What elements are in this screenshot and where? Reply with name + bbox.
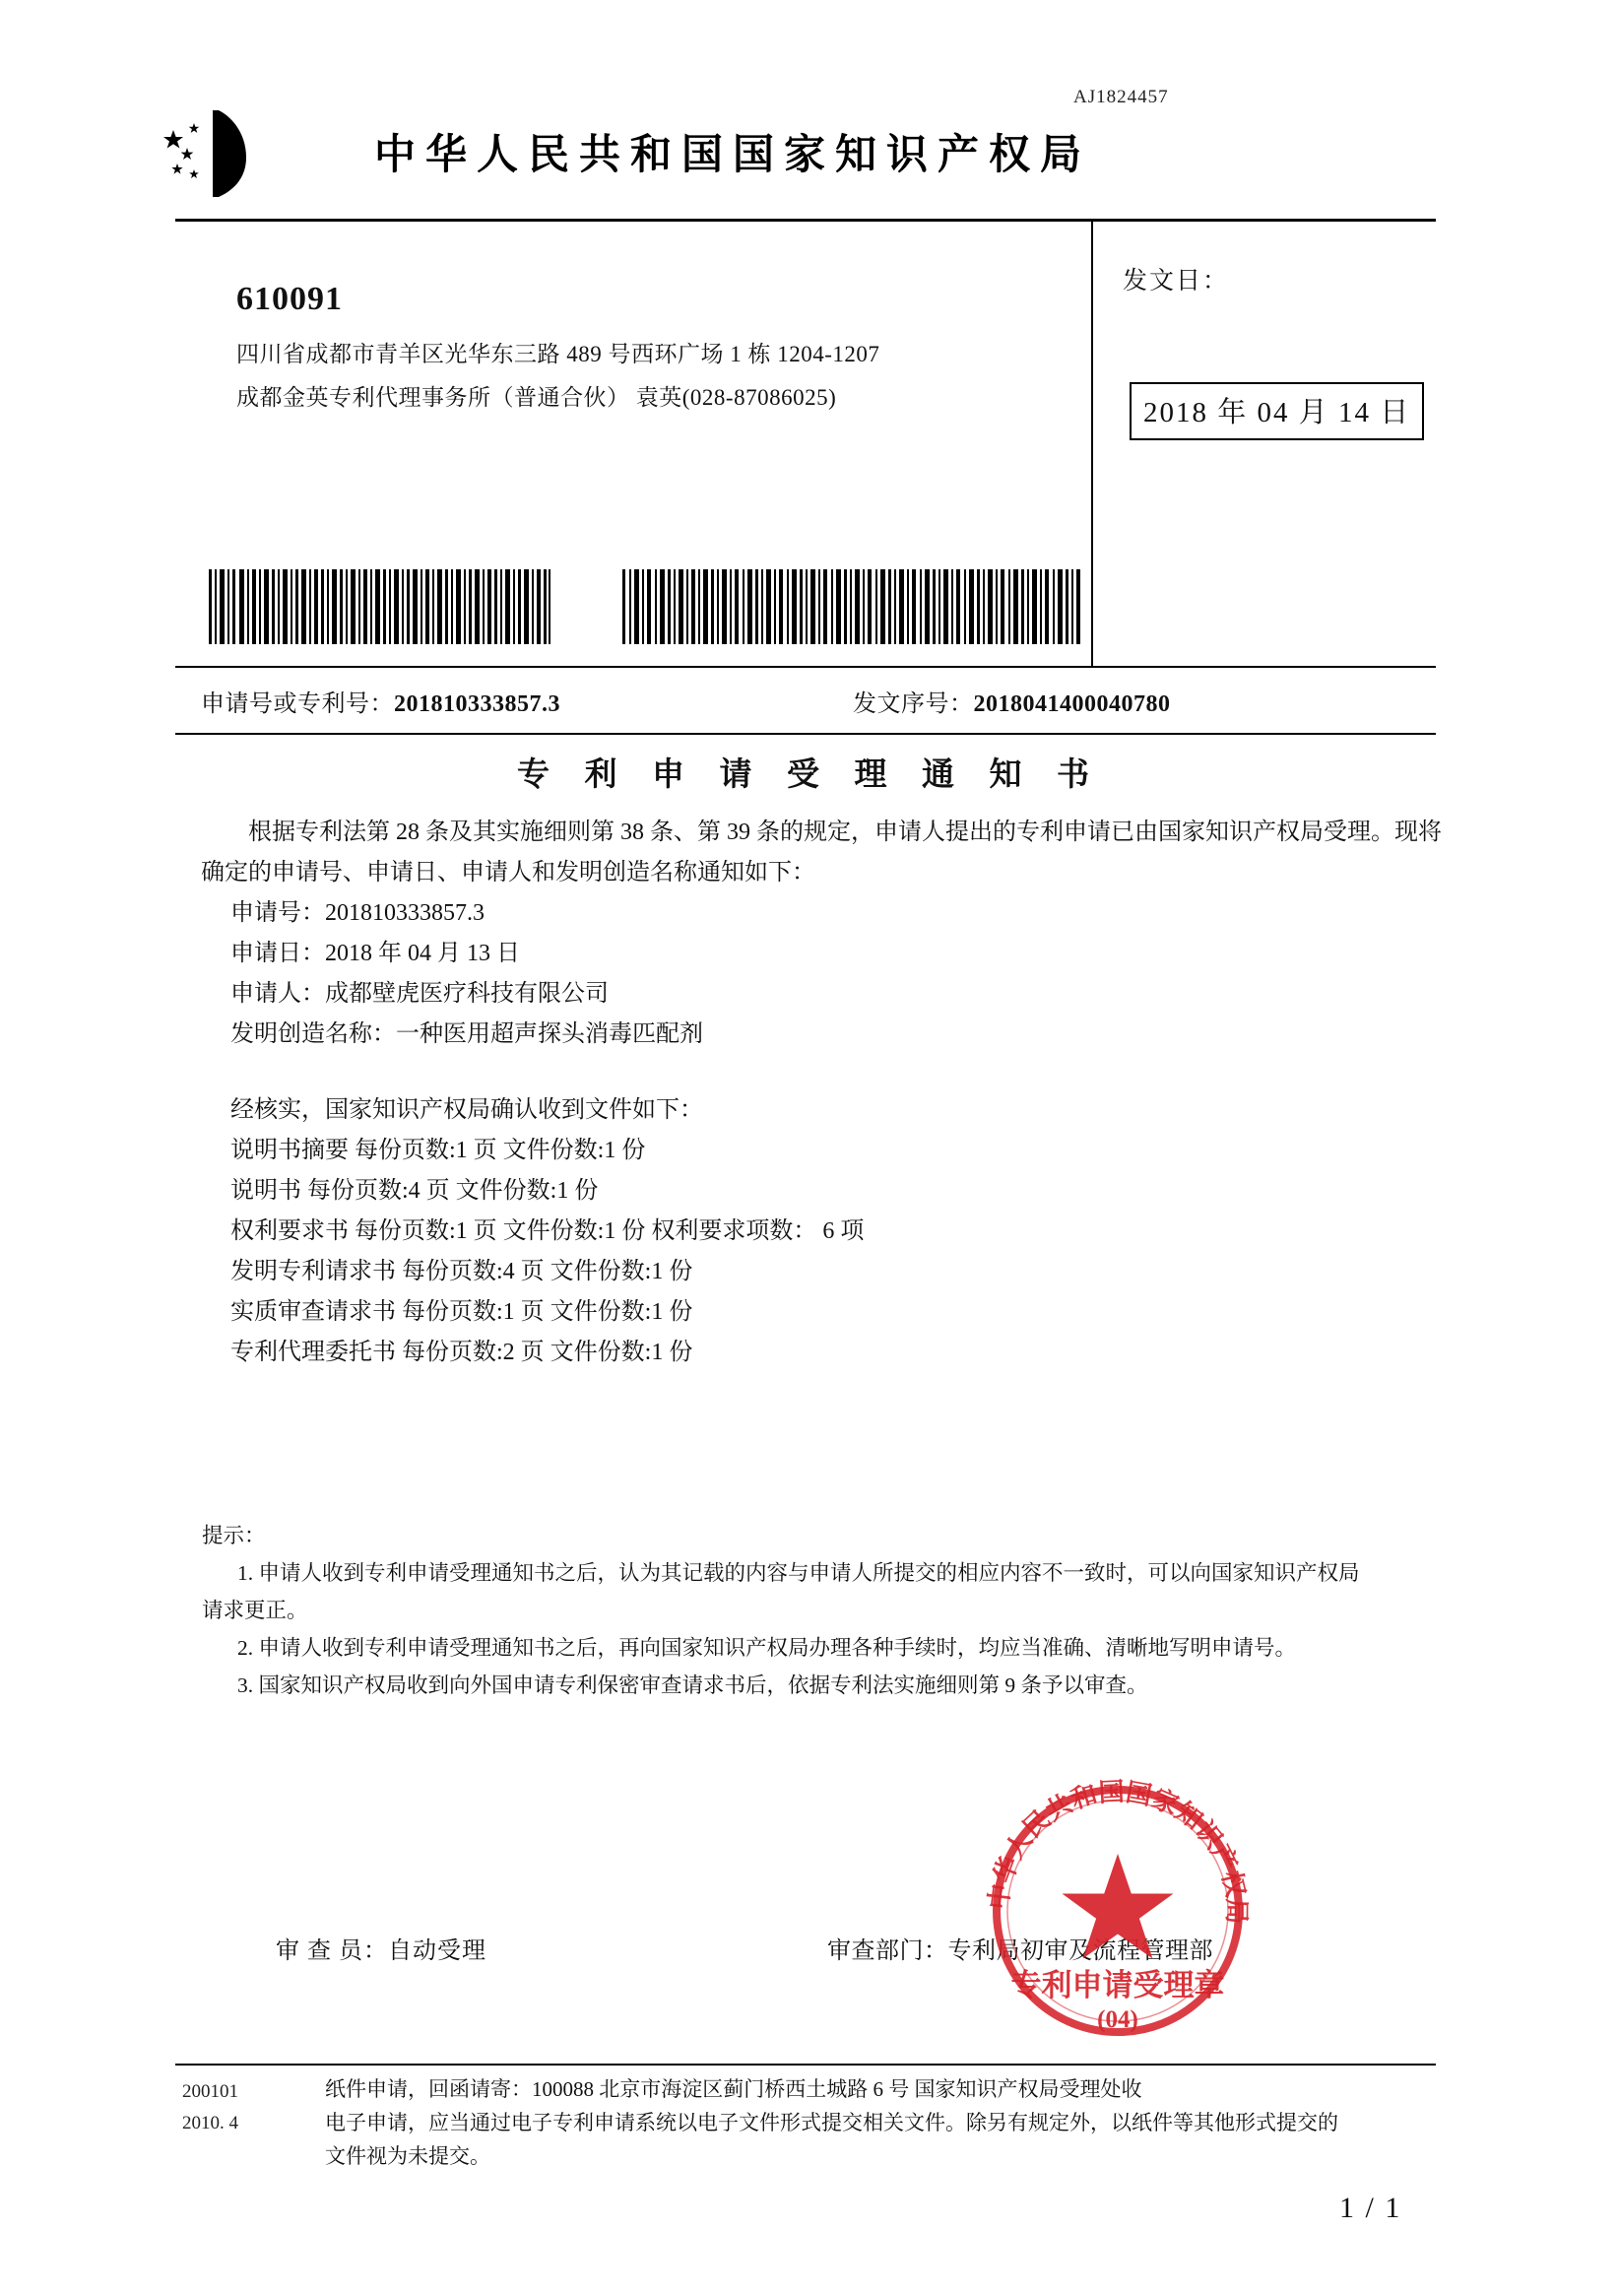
- document-item-request: 发明专利请求书 每份页数:4 页 文件份数:1 份: [230, 1259, 693, 1284]
- document-item-power-of-attorney: 专利代理委托书 每份页数:2 页 文件份数:1 份: [230, 1340, 693, 1365]
- page-title: 专 利 申 请 受 理 通 知 书: [517, 754, 1101, 793]
- document-item-abstract: 说明书摘要 每份页数:1 页 文件份数:1 份: [230, 1138, 646, 1163]
- notes-section: [192, 1517, 1443, 1704]
- examiner-label: 审 查 员：: [276, 1938, 388, 1964]
- divider-middle: [175, 666, 1436, 668]
- footer-line-3: 文件视为未提交。: [325, 2144, 490, 2168]
- department-label: 审查部门：: [827, 1938, 948, 1964]
- application-number-row: [201, 684, 560, 718]
- document-header: [148, 106, 1467, 205]
- document-code: AJ1824457: [1073, 87, 1169, 107]
- divider-top: [175, 219, 1436, 222]
- address-line-1: 四川省成都市青羊区光华东三路 489 号西环广场 1 栋 1204-1207: [236, 342, 880, 366]
- svg-text:(04): (04): [1097, 2006, 1138, 2033]
- field-application-date: 申请日：2018 年 04 月 13 日: [230, 941, 520, 966]
- cnipa-emblem-icon: [162, 108, 280, 199]
- issue-date-label: 发文日：: [1123, 268, 1230, 295]
- field-invention-title: 发明创造名称：一种医用超声探头消毒匹配剂: [230, 1021, 703, 1047]
- document-serial-value: 2018041400040780: [973, 691, 1171, 717]
- document-serial-row: [853, 684, 1171, 718]
- note-item-3: 3. 国家知识产权局收到向外国申请专利保密审查请求书后，依据专利法实施细则第 9 条予以审查。: [237, 1673, 1148, 1697]
- footer-code-1: 200101: [182, 2081, 238, 2102]
- barcode-application-number: [207, 569, 551, 644]
- footer-text: [325, 2072, 1448, 2173]
- svg-text:专利申请受理章: 专利申请受理章: [1010, 1968, 1225, 2003]
- barcode-document-serial: [620, 569, 1083, 644]
- document-body: [201, 813, 1442, 1373]
- footer-line-1: 纸件申请，回函请寄：100088 北京市海淀区蓟门桥西土城路 6 号 国家知识产权局受理处收: [325, 2077, 1142, 2101]
- divider-below-numbers: [175, 733, 1436, 735]
- intro-paragraph: 根据专利法第 28 条及其实施细则第 38 条、第 39 条的规定，申请人提出的专利申请已由国家知识产权局受理。现将确定的申请号、申请日、申请人和发明创造名称通知如下：: [201, 820, 1442, 886]
- examiner-value: 自动受理: [388, 1938, 486, 1964]
- document-item-examination-request: 实质审查请求书 每份页数:1 页 文件份数:1 份: [230, 1299, 693, 1325]
- department-value: 专利局初审及流程管理部: [947, 1938, 1213, 1964]
- application-number-value: 201810333857.3: [394, 691, 560, 717]
- document-serial-label: 发文序号：: [853, 691, 974, 717]
- address-line-2: 成都金英专利代理事务所（普通合伙） 袁英(028-87086025): [236, 385, 837, 410]
- footer-line-2: 电子申请，应当通过电子专利申请系统以电子文件形式提交相关文件。除另有规定外，以纸件等其他形式提交的: [325, 2111, 1338, 2134]
- field-applicant: 申请人：成都壁虎医疗科技有限公司: [230, 981, 609, 1007]
- note-item-1: 1. 申请人收到专利申请受理通知书之后，认为其记载的内容与申请人所提交的相应内容不一致时，可以向国家知识产权局: [237, 1561, 1360, 1585]
- divider-bottom: [175, 2064, 1436, 2066]
- issue-date-value: 2018 年 04 月 14 日: [1130, 382, 1424, 440]
- svg-text:中华人民共和国国家知识产权局: 中华人民共和国国家知识产权局: [984, 1777, 1252, 1925]
- note-item-1-continuation: 请求更正。: [202, 1599, 308, 1622]
- official-red-seal: [970, 1763, 1265, 2059]
- application-number-label: 申请号或专利号：: [201, 691, 394, 717]
- document-item-description: 说明书 每份页数:4 页 文件份数:1 份: [230, 1178, 599, 1204]
- divider-vertical: [1091, 219, 1093, 666]
- organization-title: 中华人民共和国国家知识产权局: [374, 130, 1092, 178]
- footer-codes: [182, 2076, 238, 2139]
- page-number: 1 / 1: [1339, 2192, 1402, 2224]
- documents-received-header: 经核实，国家知识产权局确认收到文件如下：: [230, 1097, 703, 1123]
- field-application-number: 申请号：201810333857.3: [230, 900, 485, 926]
- postal-code: 610091: [236, 281, 343, 317]
- spacer: [201, 1055, 1442, 1090]
- note-item-2: 2. 申请人收到专利申请受理通知书之后，再向国家知识产权局办理各种手续时，均应当准确、清晰地写明申请号。: [237, 1636, 1297, 1660]
- footer-code-2: 2010. 4: [182, 2113, 238, 2133]
- notes-title: 提示：: [202, 1524, 266, 1547]
- examiner-row: [276, 1931, 486, 1965]
- document-item-claims: 权利要求书 每份页数:1 页 文件份数:1 份 权利要求项数： 6 项: [230, 1218, 865, 1244]
